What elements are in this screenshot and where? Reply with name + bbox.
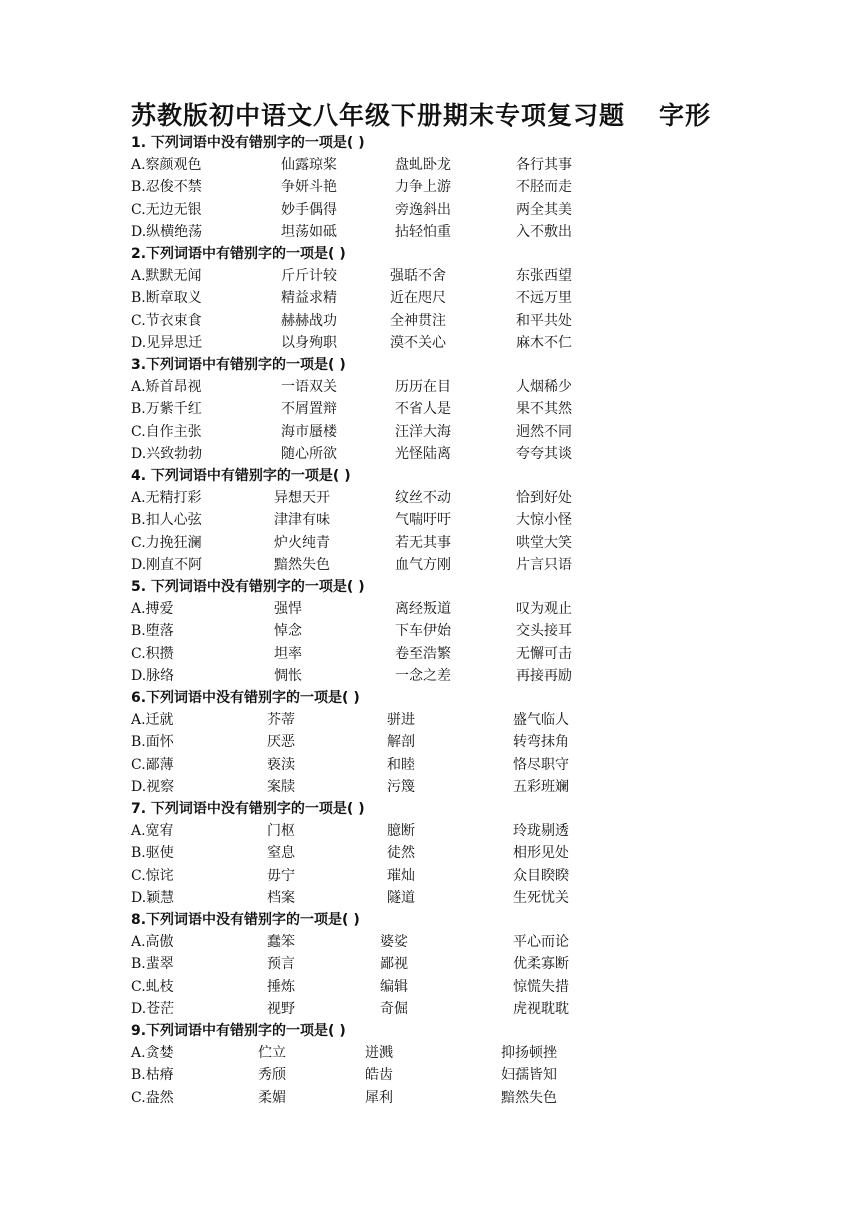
- option-row: [131, 820, 751, 842]
- option-word: 海市蜃楼: [281, 423, 337, 440]
- question-9: [131, 1020, 751, 1109]
- option-label-word: A.矫首昂视: [131, 379, 202, 395]
- option-label-word: C.鄙薄: [131, 756, 174, 773]
- option-word: 若无其事: [395, 534, 451, 551]
- option-row: [131, 487, 751, 509]
- option-word: 不胫而走: [516, 179, 572, 196]
- option-word: 相形见处: [513, 845, 569, 862]
- document-title: [131, 96, 711, 132]
- option-label-word: A.贪婪: [131, 1045, 174, 1061]
- option-word: 漠不关心: [390, 334, 446, 351]
- option-word: 窒息: [267, 845, 295, 862]
- option-label-word: B.驱使: [131, 845, 174, 862]
- option-word: 和睦: [387, 756, 415, 773]
- option-row: [131, 1042, 751, 1064]
- question-stem: 7. 下列词语中没有错别字的一项是( ): [131, 801, 365, 817]
- option-word: 伫立: [258, 1045, 286, 1061]
- option-row: [131, 709, 751, 731]
- option-word: 麻木不仁: [516, 334, 572, 351]
- option-word: 大惊小怪: [516, 512, 572, 529]
- option-word: 预言: [267, 956, 295, 973]
- question-stem: 1. 下列词语中没有错别字的一项是( ): [131, 135, 365, 151]
- question-stem: 6.下列词语中没有错别字的一项是( ): [131, 690, 360, 706]
- option-word: 不屑置辩: [281, 401, 337, 418]
- question-8: [131, 909, 751, 1020]
- option-word: 盛气临人: [513, 712, 569, 728]
- option-word: 全神贯注: [390, 312, 446, 329]
- option-label-word: B.万紫千红: [131, 401, 202, 418]
- option-row: [131, 176, 751, 198]
- option-label-word: A.无精打彩: [131, 490, 202, 506]
- option-word: 璀灿: [387, 867, 415, 884]
- option-label-word: C.自作主张: [131, 423, 202, 440]
- option-word: 夸夸其谈: [516, 445, 572, 462]
- option-word: 毋宁: [267, 867, 295, 884]
- option-word: 迸溅: [365, 1045, 393, 1061]
- question-stem: 4. 下列词语中有错别字的一项是( ): [131, 468, 351, 484]
- option-word: 捶炼: [267, 978, 295, 995]
- option-row: [131, 976, 751, 998]
- option-label-word: B.蜚翠: [131, 956, 174, 973]
- option-row: [131, 154, 751, 176]
- option-word: 虎视耽耽: [513, 1000, 569, 1017]
- option-word: 争妍斗艳: [281, 179, 337, 196]
- option-word: 不远万里: [516, 290, 572, 307]
- title-subtitle: 字形: [659, 101, 712, 130]
- option-label-word: B.断章取义: [131, 290, 202, 307]
- option-word: 柔媚: [258, 1089, 286, 1106]
- option-word: 以身殉职: [281, 334, 337, 351]
- option-row: [131, 443, 751, 465]
- option-label-word: D.苍茫: [131, 1000, 175, 1017]
- option-word: 津津有味: [274, 512, 330, 529]
- option-word: 气喘吁吁: [395, 512, 451, 529]
- option-word: 解剖: [387, 734, 415, 751]
- option-label-word: D.颖慧: [131, 889, 175, 906]
- option-row: [131, 998, 751, 1020]
- option-word: 鄙视: [380, 956, 408, 973]
- option-row: [131, 620, 751, 642]
- option-word: 血气方刚: [395, 556, 451, 573]
- option-word: 蠢笨: [267, 934, 295, 950]
- option-word: 入不敷出: [516, 223, 572, 240]
- option-label-word: A.宽宥: [131, 823, 174, 839]
- option-word: 近在咫尺: [390, 290, 446, 307]
- option-word: 迥然不同: [516, 423, 572, 440]
- option-row: [131, 421, 751, 443]
- option-label-word: D.纵横绝荡: [131, 223, 203, 240]
- option-row: [131, 287, 751, 309]
- option-word: 惊慌失措: [513, 978, 569, 995]
- option-row: [131, 265, 751, 287]
- option-word: 下车伊始: [395, 623, 451, 640]
- question-stem: 3.下列词语中有错别字的一项是( ): [131, 357, 346, 373]
- option-label-word: C.节衣束食: [131, 312, 202, 329]
- option-word: 平心而论: [513, 934, 569, 950]
- option-word: 盘虬卧龙: [395, 157, 451, 173]
- option-word: 隧道: [387, 889, 415, 906]
- option-word: 纹丝不动: [395, 490, 451, 506]
- option-word: 和平共处: [516, 312, 572, 329]
- option-label-word: D.刚直不阿: [131, 556, 203, 573]
- question-stem: 2.下列词语中有错别字的一项是( ): [131, 246, 346, 262]
- option-word: 叹为观止: [516, 601, 572, 617]
- option-word: 一念之差: [395, 667, 451, 684]
- option-word: 秀颀: [258, 1067, 286, 1084]
- option-row: [131, 332, 751, 354]
- option-word: 精益求精: [281, 290, 337, 307]
- option-word: 强悍: [274, 601, 302, 617]
- option-word: 人烟稀少: [516, 379, 572, 395]
- option-label-word: B.面怀: [131, 734, 174, 751]
- option-row: [131, 398, 751, 420]
- option-row: [131, 221, 751, 243]
- option-word: 果不其然: [516, 401, 572, 418]
- option-row: [131, 554, 751, 576]
- option-word: 黯然失色: [274, 556, 330, 573]
- option-label-word: B.忍俊不禁: [131, 179, 202, 196]
- option-row: [131, 731, 751, 753]
- option-word: 哄堂大笑: [516, 534, 572, 551]
- option-word: 两全其美: [516, 201, 572, 218]
- option-row: [131, 1064, 751, 1086]
- option-word: 片言只语: [516, 556, 572, 573]
- question-6: [131, 687, 751, 798]
- option-label-word: A.默默无闻: [131, 268, 202, 284]
- option-word: 一语双关: [281, 379, 337, 395]
- option-row: [131, 310, 751, 332]
- option-word: 优柔寡断: [513, 956, 569, 973]
- option-word: 厌恶: [267, 734, 295, 751]
- option-row: [131, 776, 751, 798]
- question-stem: 5. 下列词语中没有错别字的一项是( ): [131, 579, 365, 595]
- question-stem: 9.下列词语中有错别字的一项是( ): [131, 1023, 346, 1039]
- option-word: 五彩班斓: [513, 778, 569, 795]
- option-word: 编辑: [380, 978, 408, 995]
- option-label-word: A.迁就: [131, 712, 174, 728]
- option-row: [131, 643, 751, 665]
- option-row: [131, 754, 751, 776]
- option-word: 随心所欲: [281, 445, 337, 462]
- question-stem: 8.下列词语中没有错别字的一项是( ): [131, 912, 360, 928]
- option-row: [131, 509, 751, 531]
- option-word: 坦荡如砥: [281, 223, 337, 240]
- option-label-word: D.脉络: [131, 667, 175, 684]
- option-label-word: C.积攒: [131, 645, 174, 662]
- option-word: 徒然: [387, 845, 415, 862]
- option-word: 恪尽职守: [513, 756, 569, 773]
- option-label-word: C.惊诧: [131, 867, 174, 884]
- option-label-word: D.见异思迁: [131, 334, 203, 351]
- option-row: [131, 376, 751, 398]
- option-word: 力争上游: [395, 179, 451, 196]
- question-3: [131, 354, 751, 465]
- option-word: 犀利: [365, 1089, 393, 1106]
- option-label-word: B.扣人心弦: [131, 512, 202, 529]
- question-5: [131, 576, 751, 687]
- option-row: [131, 199, 751, 221]
- option-label-word: C.虬枝: [131, 978, 174, 995]
- option-word: 恰到好处: [516, 490, 572, 506]
- option-word: 异想天开: [274, 490, 330, 506]
- option-word: 卷至浩繁: [395, 645, 451, 662]
- question-1: [131, 132, 751, 243]
- option-word: 案牍: [267, 778, 295, 795]
- option-label-word: B.堕落: [131, 623, 174, 640]
- option-row: [131, 931, 751, 953]
- option-word: 门枢: [267, 823, 295, 839]
- option-word: 再接再励: [516, 667, 572, 684]
- option-word: 臆断: [387, 823, 415, 839]
- option-word: 斤斤计较: [281, 268, 337, 284]
- option-word: 玲珑剔透: [513, 823, 569, 839]
- option-label-word: A.搏爱: [131, 601, 174, 617]
- option-word: 不省人是: [395, 401, 451, 418]
- option-row: [131, 1087, 751, 1109]
- option-label-word: C.无边无银: [131, 201, 202, 218]
- option-word: 芥蒂: [267, 712, 295, 728]
- option-label-word: A.高傲: [131, 934, 174, 950]
- option-word: 妙手偶得: [281, 201, 337, 218]
- option-word: 历历在目: [395, 379, 451, 395]
- option-label-word: D.视察: [131, 778, 175, 795]
- option-row: [131, 532, 751, 554]
- option-row: [131, 665, 751, 687]
- option-word: 档案: [267, 889, 295, 906]
- option-row: [131, 598, 751, 620]
- option-row: [131, 865, 751, 887]
- option-word: 转弯抹角: [513, 734, 569, 751]
- option-word: 汪洋大海: [395, 423, 451, 440]
- option-word: 妇孺皆知: [501, 1067, 557, 1084]
- option-label-word: B.枯瘠: [131, 1067, 174, 1084]
- question-2: [131, 243, 751, 354]
- option-word: 赫赫战功: [281, 312, 337, 329]
- option-word: 污篾: [387, 778, 415, 795]
- option-word: 骈进: [387, 712, 415, 728]
- option-label-word: C.力挽狂澜: [131, 534, 202, 551]
- option-word: 强聒不舍: [390, 268, 446, 284]
- option-label-word: C.盎然: [131, 1089, 174, 1106]
- question-7: [131, 798, 751, 909]
- option-word: 奇倔: [380, 1000, 408, 1017]
- option-word: 交头接耳: [516, 623, 572, 640]
- option-word: 离经叛道: [395, 601, 451, 617]
- option-word: 炉火纯青: [274, 534, 330, 551]
- option-word: 惆怅: [274, 667, 302, 684]
- option-word: 抑扬顿挫: [501, 1045, 557, 1061]
- question-4: [131, 465, 751, 576]
- option-word: 黯然失色: [501, 1089, 557, 1106]
- title-text: 苏教版初中语文八年级下册期末专项复习题: [131, 101, 626, 130]
- option-row: [131, 953, 751, 975]
- option-label-word: D.兴致勃勃: [131, 445, 203, 462]
- option-label-word: A.察颜观色: [131, 157, 202, 173]
- option-word: 坦率: [274, 645, 302, 662]
- option-word: 皓齿: [365, 1067, 393, 1084]
- option-word: 生死忧关: [513, 889, 569, 906]
- option-row: [131, 887, 751, 909]
- option-word: 光怪陆离: [395, 445, 451, 462]
- option-word: 视野: [267, 1000, 295, 1017]
- option-row: [131, 842, 751, 864]
- option-word: 拈轻怕重: [395, 223, 451, 240]
- option-word: 悼念: [274, 623, 302, 640]
- option-word: 各行其事: [516, 157, 572, 173]
- option-word: 众目睽睽: [513, 867, 569, 884]
- option-word: 无懈可击: [516, 645, 572, 662]
- option-word: 仙露琼桨: [281, 157, 337, 173]
- option-word: 旁逸斜出: [395, 201, 451, 218]
- option-word: 婆娑: [380, 934, 408, 950]
- option-word: 东张西望: [516, 268, 572, 284]
- option-word: 亵渎: [267, 756, 295, 773]
